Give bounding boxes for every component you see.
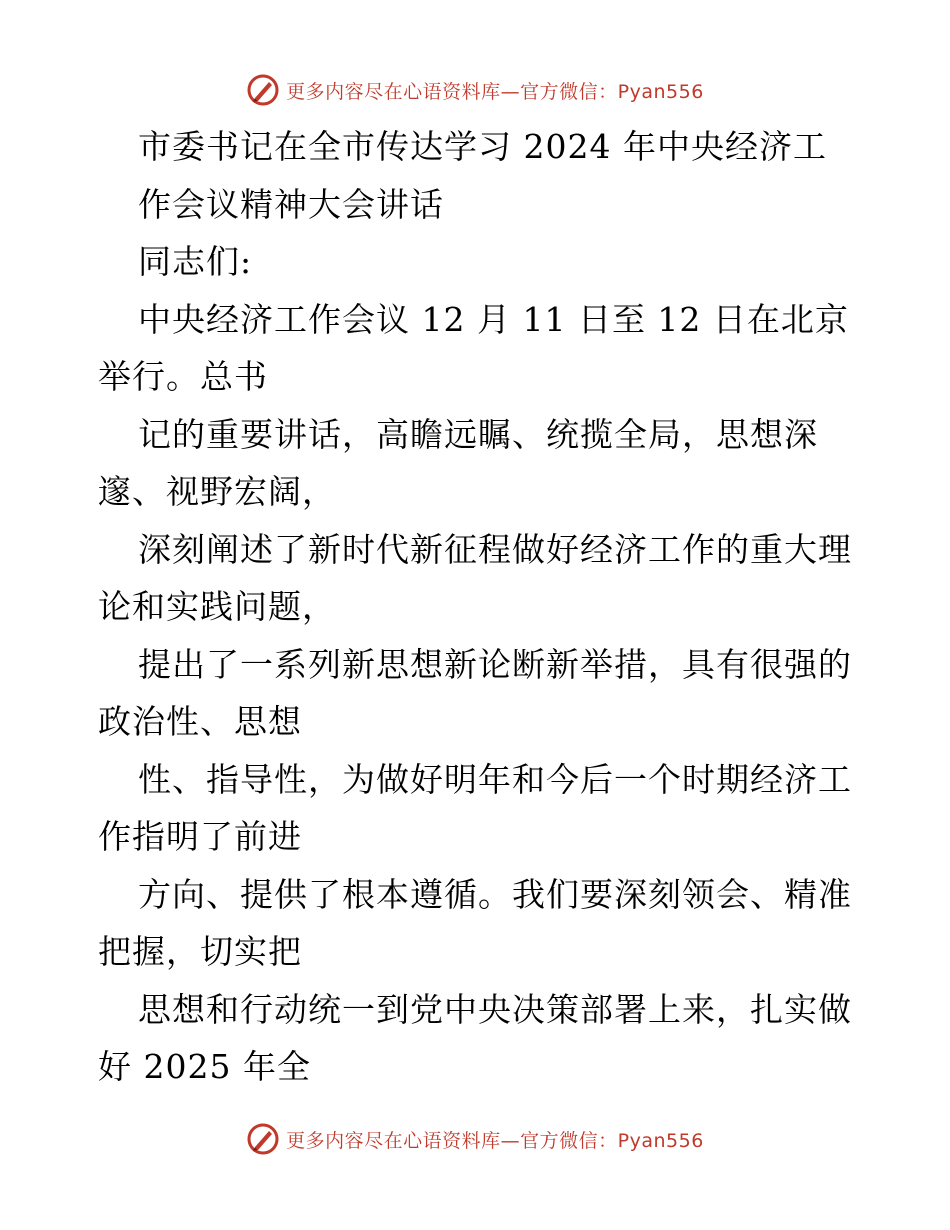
paragraph-line: 深刻阐述了新时代新征程做好经济工作的重大理 [138,529,852,569]
header-banner [0,70,950,110]
footer-banner-text: 更多内容尽在心语资料库—官方微信：Pyan556 [286,1129,704,1152]
paragraph-line: 方向、提供了根本遵循。我们要深刻领会、精准 [138,874,852,914]
title-line-2: 作会议精神大会讲话 [138,184,444,224]
paragraph-line: 作指明了前进 [98,817,302,856]
title-line-1: 市委书记在全市传达学习 2024 年中央经济工 [138,127,827,166]
paragraph-line: 举行。总书 [98,357,268,396]
footer-banner [0,1119,950,1159]
paragraph-line: 提出了一系列新思想新论断新举措，具有很强的 [138,644,852,684]
document-body [98,118,868,1096]
pen-logo-icon [246,73,280,107]
paragraph-line: 邃、视野宏阔， [98,472,336,511]
paragraph-line: 中央经济工作会议 12 月 11 日至 12 日在北京 [138,299,849,339]
paragraph-line: 把握，切实把 [98,932,302,971]
paragraph-line: 思想和行动统一到党中央决策部署上来，扎实做 [138,989,852,1029]
paragraph-line: 记的重要讲话，高瞻远瞩、统揽全局，思想深 [138,414,818,454]
salutation: 同志们: [138,242,253,281]
paragraph-line: 政治性、思想 [98,702,302,741]
pen-logo-icon [246,1122,280,1156]
header-banner-text: 更多内容尽在心语资料库—官方微信：Pyan556 [286,80,704,103]
paragraph-line: 论和实践问题， [98,587,336,626]
paragraph-line: 性、指导性，为做好明年和今后一个时期经济工 [138,759,852,799]
paragraph-line: 好 2025 年全 [98,1047,311,1086]
